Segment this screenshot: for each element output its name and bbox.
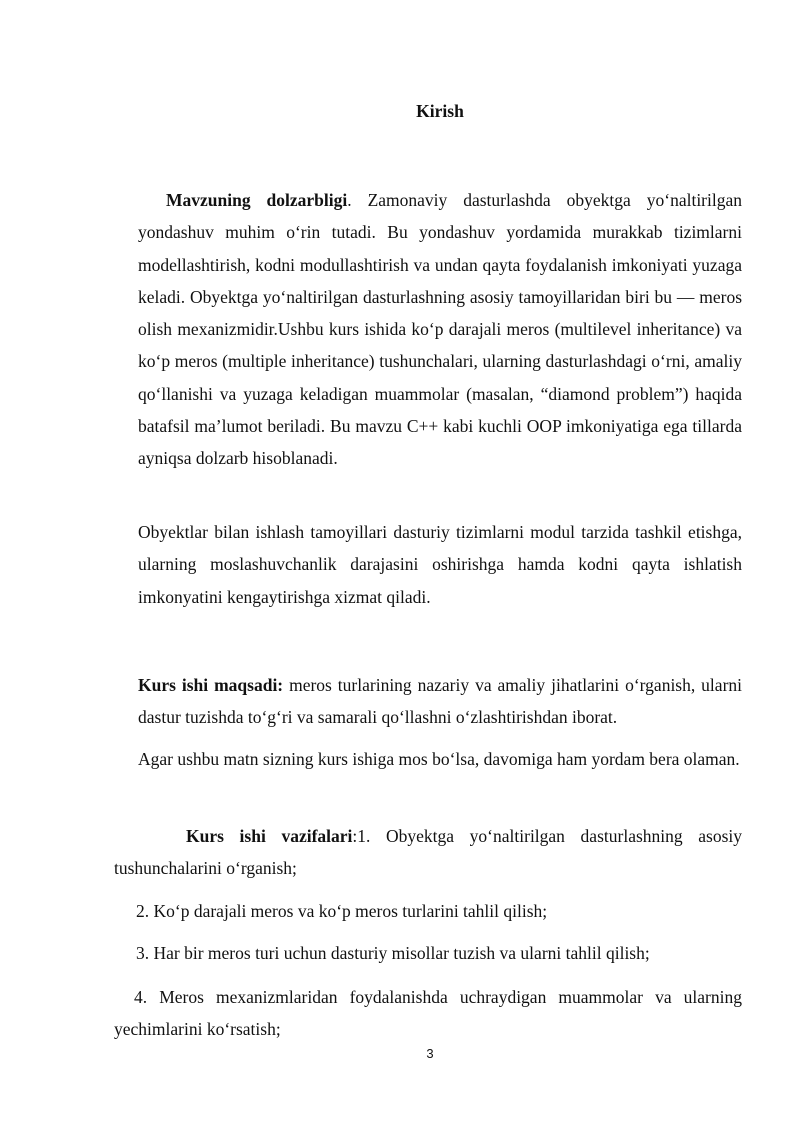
goal-lead: Kurs ishi maqsadi:	[138, 675, 284, 695]
goal-paragraph	[138, 669, 742, 734]
task-item-3-text: 3. Har bir meros turi uchun dasturiy misollar tuzish va ularni tahlil qilish;	[136, 943, 650, 963]
task-item-2	[114, 895, 742, 927]
note-paragraph	[138, 743, 742, 775]
relevance-text: . Zamonaviy dasturlashda obyektga yo‘naltirilgan yondashuv muhim o‘rin tutadi. Bu yondashuv yordamida murakkab tizimlarni modellashtirish, kodni modullashtirish va undan qayta foydalanish imkoniyati yuzaga keladi. Obyektga yo‘naltirilgan dasturlashning asosiy tamoyillaridan biri bu — meros olish mexanizmidir.Ushbu kurs ishida ko‘p darajali meros (multilevel inheritance) va ko‘p meros (multiple inheritance) tushunchalari, ularning dasturlashdagi o‘rni, amaliy qo‘llanishi va yuzaga keladigan muammolar (masalan, “diamond problem”) haqida batafsil ma’lumot beriladi. Bu mavzu C++ kabi kuchli OOP imkoniyatiga ega tillarda ayniqsa dolzarb hisoblanadi.	[138, 190, 742, 469]
task-item-4-text: 4. Meros mexanizmlaridan foydalanishda uchraydigan muammolar va ularning yechimlarini ko‘rsatish;	[114, 987, 742, 1040]
task-item-2-text: 2. Ko‘p darajali meros va ko‘p meros turlarini tahlil qilish;	[136, 901, 548, 921]
relevance-paragraph	[138, 184, 742, 475]
tasks-paragraph	[114, 820, 742, 885]
note-text: Agar ushbu matn sizning kurs ishiga mos bo‘lsa, davomiga ham yordam bera olaman.	[138, 749, 740, 769]
principles-text: Obyektlar bilan ishlash tamoyillari dasturiy tizimlarni modul tarzida tashkil etishga, ularning moslashuvchanlik darajasini oshirishga hamda kodni qayta ishlatish imkonyatini kengaytirishga xizmat qiladi.	[138, 522, 742, 607]
relevance-lead: Mavzuning dolzarbligi	[166, 190, 348, 210]
goal-text: meros turlarining nazariy va amaliy jihatlarini o‘rganish, ularni dastur tuzishda to‘g‘ri va samarali qo‘llashni o‘zlashtirishdan iborat.	[138, 675, 743, 728]
task-item-3	[114, 937, 742, 969]
page-number: 3	[426, 1046, 434, 1061]
tasks-lead: Kurs ishi vazifalari	[186, 826, 353, 846]
principles-paragraph	[138, 516, 742, 613]
page-title: Kirish	[416, 101, 464, 121]
task-item-4	[114, 981, 742, 1046]
tasks-text: :1. Obyektga yo‘naltirilgan dasturlashning asosiy tushunchalarini o‘rganish;	[114, 826, 743, 879]
